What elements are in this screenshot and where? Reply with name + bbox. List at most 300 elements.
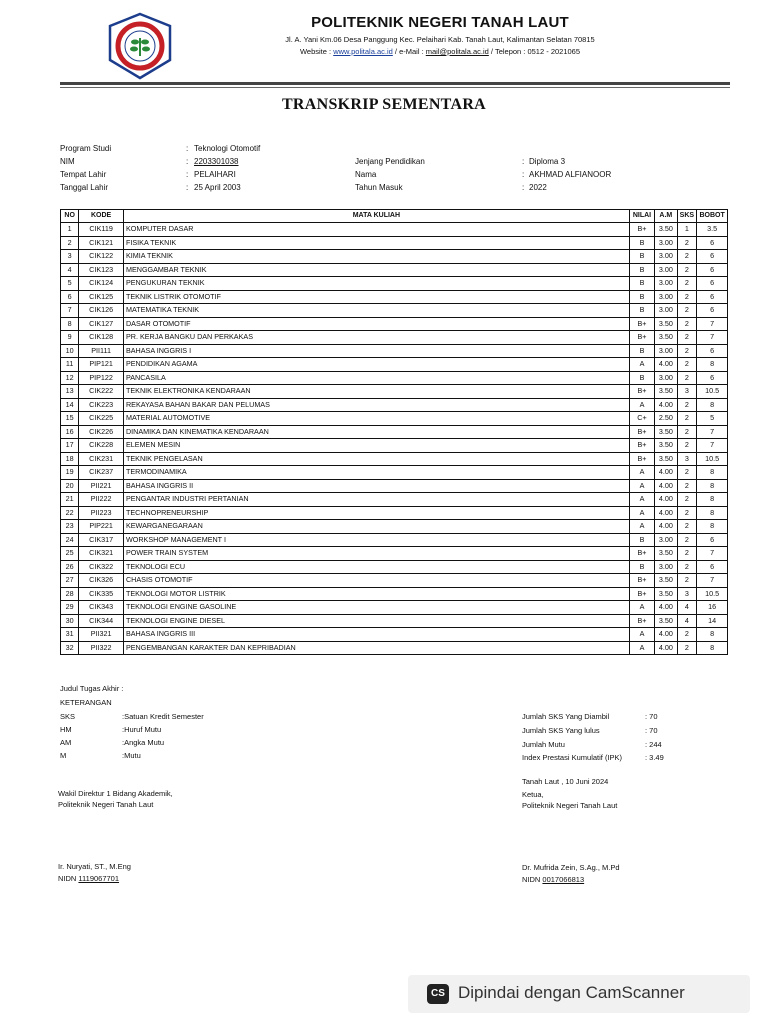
summary-value: : 70 [645,712,658,721]
course-code: PII221 [79,479,124,493]
course-weight: 6 [697,304,728,318]
info-sep: : [186,170,189,179]
course-weight: 7 [697,574,728,588]
table-row [61,385,728,399]
program-label: Program Studi [60,144,112,153]
course-sks: 2 [677,560,697,574]
course-grade: A [629,358,654,372]
col-header-sks: SKS [677,210,697,223]
row-no: 1 [61,223,79,237]
course-am: 4.00 [655,641,677,655]
course-weight: 8 [697,493,728,507]
course-name: PENGUKURAN TEKNIK [123,277,629,291]
table-row [61,290,728,304]
course-code: CIK231 [79,452,124,466]
program-value: Teknologi Otomotif [194,144,261,153]
course-weight: 3.5 [697,223,728,237]
row-no: 31 [61,628,79,642]
course-weight: 6 [697,560,728,574]
course-am: 3.00 [655,290,677,304]
row-no: 32 [61,641,79,655]
course-weight: 10.5 [697,587,728,601]
course-grade: B+ [629,614,654,628]
course-sks: 2 [677,574,697,588]
table-row [61,560,728,574]
course-weight: 10.5 [697,385,728,399]
birthdate-label: Tanggal Lahir [60,183,109,192]
course-sks: 2 [677,371,697,385]
course-grade: B+ [629,547,654,561]
birthplace-value: PELAIHARI [194,170,236,179]
course-grade: B+ [629,223,654,237]
course-sks: 2 [677,331,697,345]
row-no: 29 [61,601,79,615]
col-header-course: MATA KULIAH [123,210,629,223]
course-grade: B+ [629,331,654,345]
info-sep: : [186,183,189,192]
course-am: 3.50 [655,452,677,466]
course-weight: 6 [697,344,728,358]
course-weight: 8 [697,479,728,493]
course-am: 3.50 [655,547,677,561]
row-no: 9 [61,331,79,345]
course-am: 4.00 [655,466,677,480]
course-am: 3.50 [655,331,677,345]
course-code: PII321 [79,628,124,642]
course-grade: B [629,560,654,574]
course-name: POWER TRAIN SYSTEM [123,547,629,561]
course-code: CIK344 [79,614,124,628]
course-weight: 7 [697,547,728,561]
course-code: CIK124 [79,277,124,291]
course-weight: 8 [697,641,728,655]
summary-key: Jumlah SKS Yang lulus [522,726,600,735]
row-no: 13 [61,385,79,399]
row-no: 15 [61,412,79,426]
email-link[interactable]: mail@politala.ac.id [425,47,489,56]
row-no: 6 [61,290,79,304]
document-title: TRANSKRIP SEMENTARA [281,96,487,113]
table-row [61,331,728,345]
course-sks: 2 [677,317,697,331]
course-am: 4.00 [655,520,677,534]
left-signatory-nidn [58,874,119,883]
table-row [61,412,728,426]
camscanner-icon: CS [427,984,449,1004]
course-sks: 2 [677,344,697,358]
level-value: Diploma 3 [529,157,566,166]
table-row [61,236,728,250]
course-am: 4.00 [655,398,677,412]
ketua-title: Ketua, [522,790,544,799]
course-code: PIP121 [79,358,124,372]
course-name: REKAYASA BAHAN BAKAR DAN PELUMAS [123,398,629,412]
course-name: KIMIA TEKNIK [123,250,629,264]
course-am: 3.00 [655,277,677,291]
row-no: 17 [61,439,79,453]
legend-value: :Angka Mutu [122,738,165,747]
course-am: 4.00 [655,506,677,520]
table-row [61,371,728,385]
legend-key: M [60,751,67,760]
course-name: CHASIS OTOMOTIF [123,574,629,588]
camscanner-label: Dipindai dengan CamScanner [458,983,685,1002]
wadir-institution: Politeknik Negeri Tanah Laut [58,800,154,809]
course-name: ELEMEN MESIN [123,439,629,453]
year-label: Tahun Masuk [355,183,403,192]
legend-value: :Mutu [122,751,141,760]
course-code: CIK222 [79,385,124,399]
row-no: 23 [61,520,79,534]
institution-address: Jl. A. Yani Km.06 Desa Panggung Kec. Pelaihari Kab. Tanah Laut, Kalimantan Selatan 70815 [285,35,595,44]
row-no: 11 [61,358,79,372]
course-grade: B+ [629,574,654,588]
course-am: 4.00 [655,628,677,642]
legend-value: :Satuan Kredit Semester [122,712,204,721]
summary-value: : 244 [645,740,662,749]
course-code: CIK121 [79,236,124,250]
course-am: 4.00 [655,601,677,615]
course-grade: B+ [629,317,654,331]
course-grade: B [629,344,654,358]
course-am: 3.50 [655,614,677,628]
course-weight: 8 [697,506,728,520]
info-sep: : [186,144,189,153]
course-code: CIK127 [79,317,124,331]
course-weight: 14 [697,614,728,628]
course-weight: 8 [697,520,728,534]
course-am: 3.00 [655,236,677,250]
course-sks: 2 [677,533,697,547]
row-no: 27 [61,574,79,588]
course-sks: 2 [677,628,697,642]
course-am: 4.00 [655,493,677,507]
table-row [61,533,728,547]
table-row [61,574,728,588]
summary-value: : 3.49 [645,753,664,762]
institution-contacts [190,47,690,56]
course-sks: 2 [677,425,697,439]
row-no: 28 [61,587,79,601]
course-am: 4.00 [655,358,677,372]
row-no: 5 [61,277,79,291]
course-name: TEKNIK ELEKTRONIKA KENDARAAN [123,385,629,399]
course-code: CIK317 [79,533,124,547]
table-row [61,317,728,331]
course-name: TERMODINAMIKA [123,466,629,480]
course-sks: 4 [677,601,697,615]
course-grade: A [629,466,654,480]
course-weight: 6 [697,263,728,277]
course-sks: 2 [677,263,697,277]
row-no: 22 [61,506,79,520]
course-code: CIK228 [79,439,124,453]
course-am: 3.00 [655,344,677,358]
course-code: PII223 [79,506,124,520]
course-am: 3.50 [655,385,677,399]
course-name: FISIKA TEKNIK [123,236,629,250]
course-sks: 2 [677,506,697,520]
nidn-value: 0017066813 [542,875,585,884]
course-code: CIK322 [79,560,124,574]
course-weight: 6 [697,250,728,264]
nim-value: 2203301038 [194,157,239,166]
course-name: DINAMIKA DAN KINEMATIKA KENDARAAN [123,425,629,439]
course-grade: A [629,479,654,493]
course-code: PII222 [79,493,124,507]
row-no: 25 [61,547,79,561]
course-am: 3.50 [655,317,677,331]
table-row [61,466,728,480]
course-name: TEKNOLOGI ENGINE DIESEL [123,614,629,628]
course-weight: 5 [697,412,728,426]
keterangan-heading: KETERANGAN [60,698,112,707]
table-row [61,493,728,507]
course-weight: 6 [697,236,728,250]
course-code: CIK343 [79,601,124,615]
institution-name: POLITEKNIK NEGERI TANAH LAUT [311,14,569,31]
table-header-row [61,210,728,223]
col-header-weight: BOBOT [697,210,728,223]
row-no: 2 [61,236,79,250]
col-header-am: A.M [655,210,677,223]
course-name: MATEMATIKA TEKNIK [123,304,629,318]
course-sks: 2 [677,290,697,304]
course-weight: 6 [697,277,728,291]
course-grade: B+ [629,385,654,399]
course-grade: B+ [629,452,654,466]
course-am: 3.50 [655,425,677,439]
ketua-institution: Politeknik Negeri Tanah Laut [522,801,618,810]
course-sks: 2 [677,358,697,372]
table-row [61,614,728,628]
course-grade: A [629,506,654,520]
course-weight: 7 [697,439,728,453]
course-name: BAHASA INGGRIS II [123,479,629,493]
course-name: TEKNIK PENGELASAN [123,452,629,466]
course-sks: 2 [677,250,697,264]
course-am: 3.50 [655,223,677,237]
legend-value: :Huruf Mutu [122,725,162,734]
col-header-grade: NILAI [629,210,654,223]
course-name: KEWARGANEGARAAN [123,520,629,534]
course-am: 3.00 [655,250,677,264]
course-grade: A [629,398,654,412]
course-grade: A [629,493,654,507]
summary-key: Jumlah SKS Yang Diambil [522,712,610,721]
course-grade: A [629,520,654,534]
phone-text: / Telepon : 0512 - 2021065 [488,47,581,56]
course-grade: B [629,371,654,385]
row-no: 14 [61,398,79,412]
course-weight: 8 [697,358,728,372]
course-grade: A [629,601,654,615]
course-am: 2.50 [655,412,677,426]
course-name: TEKNOLOGI MOTOR LISTRIK [123,587,629,601]
course-grade: B [629,263,654,277]
course-name: KOMPUTER DASAR [123,223,629,237]
legend-key: HM [60,725,72,734]
course-name: BAHASA INGGRIS I [123,344,629,358]
course-weight: 8 [697,398,728,412]
name-label: Nama [355,170,377,179]
row-no: 30 [61,614,79,628]
course-code: CIK326 [79,574,124,588]
course-sks: 2 [677,479,697,493]
course-weight: 6 [697,290,728,304]
row-no: 8 [61,317,79,331]
course-sks: 2 [677,547,697,561]
course-sks: 2 [677,466,697,480]
course-sks: 3 [677,587,697,601]
table-row [61,263,728,277]
course-name: TEKNOLOGI ECU [123,560,629,574]
course-grade: B [629,533,654,547]
course-am: 3.50 [655,439,677,453]
info-sep: : [522,170,525,179]
course-sks: 3 [677,385,697,399]
info-sep: : [522,183,525,192]
course-name: DASAR OTOMOTIF [123,317,629,331]
course-name: PANCASILA [123,371,629,385]
course-sks: 2 [677,439,697,453]
course-name: TECHNOPRENEURSHIP [123,506,629,520]
col-header-code: KODE [79,210,124,223]
course-code: PII111 [79,344,124,358]
col-header-no: NO [61,210,79,223]
course-name: BAHASA INGGRIS III [123,628,629,642]
summary-value: : 70 [645,726,658,735]
course-weight: 16 [697,601,728,615]
thesis-label: Judul Tugas Akhir : [60,684,124,693]
course-sks: 2 [677,398,697,412]
legend-key: SKS [60,712,76,721]
course-code: CIK128 [79,331,124,345]
course-code: CIK226 [79,425,124,439]
table-row [61,520,728,534]
row-no: 26 [61,560,79,574]
course-code: CIK223 [79,398,124,412]
row-no: 18 [61,452,79,466]
course-name: TEKNOLOGI ENGINE GASOLINE [123,601,629,615]
row-no: 7 [61,304,79,318]
table-row [61,628,728,642]
course-am: 3.00 [655,560,677,574]
course-grade: A [629,628,654,642]
row-no: 10 [61,344,79,358]
course-code: CIK125 [79,290,124,304]
course-am: 3.00 [655,263,677,277]
course-sks: 1 [677,223,697,237]
website-link[interactable]: www.politala.ac.id [333,47,393,56]
course-code: CIK321 [79,547,124,561]
course-sks: 2 [677,493,697,507]
place-date: Tanah Laut , 10 Juni 2024 [522,777,609,786]
course-grade: A [629,641,654,655]
row-no: 20 [61,479,79,493]
course-am: 4.00 [655,479,677,493]
table-row [61,304,728,318]
course-grade: B [629,277,654,291]
course-am: 3.50 [655,574,677,588]
row-no: 12 [61,371,79,385]
course-grade: B+ [629,587,654,601]
course-grade: B+ [629,425,654,439]
table-row [61,439,728,453]
course-grade: B [629,236,654,250]
course-am: 3.50 [655,587,677,601]
website-label: Website : [299,47,334,56]
row-no: 16 [61,425,79,439]
nidn-label: NIDN [522,875,543,884]
table-row [61,452,728,466]
course-name: WORKSHOP MANAGEMENT I [123,533,629,547]
course-name: PENGANTAR INDUSTRI PERTANIAN [123,493,629,507]
course-am: 3.00 [655,533,677,547]
course-sks: 2 [677,520,697,534]
table-row [61,641,728,655]
course-weight: 10.5 [697,452,728,466]
table-row [61,344,728,358]
course-code: CIK237 [79,466,124,480]
course-weight: 6 [697,533,728,547]
left-signatory-name: Ir. Nuryati, ST., M.Eng [58,862,131,871]
course-grade: B [629,304,654,318]
summary-key: Jumlah Mutu [522,740,565,749]
course-grade: B+ [629,439,654,453]
info-sep: : [186,157,189,166]
institution-logo [104,12,176,80]
nidn-label: NIDN [58,874,79,883]
table-row [61,601,728,615]
course-sks: 2 [677,277,697,291]
header-divider [60,82,730,85]
course-code: CIK126 [79,304,124,318]
course-weight: 7 [697,331,728,345]
course-grade: C+ [629,412,654,426]
course-name: PENGEMBANGAN KARAKTER DAN KEPRIBADIAN [123,641,629,655]
course-code: CIK335 [79,587,124,601]
course-code: CIK122 [79,250,124,264]
nidn-value: 1119067701 [78,874,120,883]
transcript-table [60,209,728,655]
row-no: 21 [61,493,79,507]
right-signatory-name: Dr. Mufrida Zein, S.Ag., M.Pd [522,863,620,872]
course-name: MENGGAMBAR TEKNIK [123,263,629,277]
table-row [61,277,728,291]
course-code: CIK119 [79,223,124,237]
course-sks: 2 [677,236,697,250]
course-am: 3.00 [655,304,677,318]
row-no: 3 [61,250,79,264]
birthdate-value: 25 April 2003 [194,183,241,192]
course-sks: 2 [677,412,697,426]
course-sks: 4 [677,614,697,628]
course-code: CIK225 [79,412,124,426]
header-divider-thin [60,87,730,88]
course-weight: 8 [697,466,728,480]
row-no: 24 [61,533,79,547]
email-label: / e-Mail : [392,47,426,56]
course-weight: 6 [697,371,728,385]
table-row [61,547,728,561]
course-code: PIP221 [79,520,124,534]
course-weight: 7 [697,425,728,439]
level-label: Jenjang Pendidikan [355,157,425,166]
legend-key: AM [60,738,72,747]
name-value: AKHMAD ALFIANOOR [529,170,612,179]
table-row [61,223,728,237]
